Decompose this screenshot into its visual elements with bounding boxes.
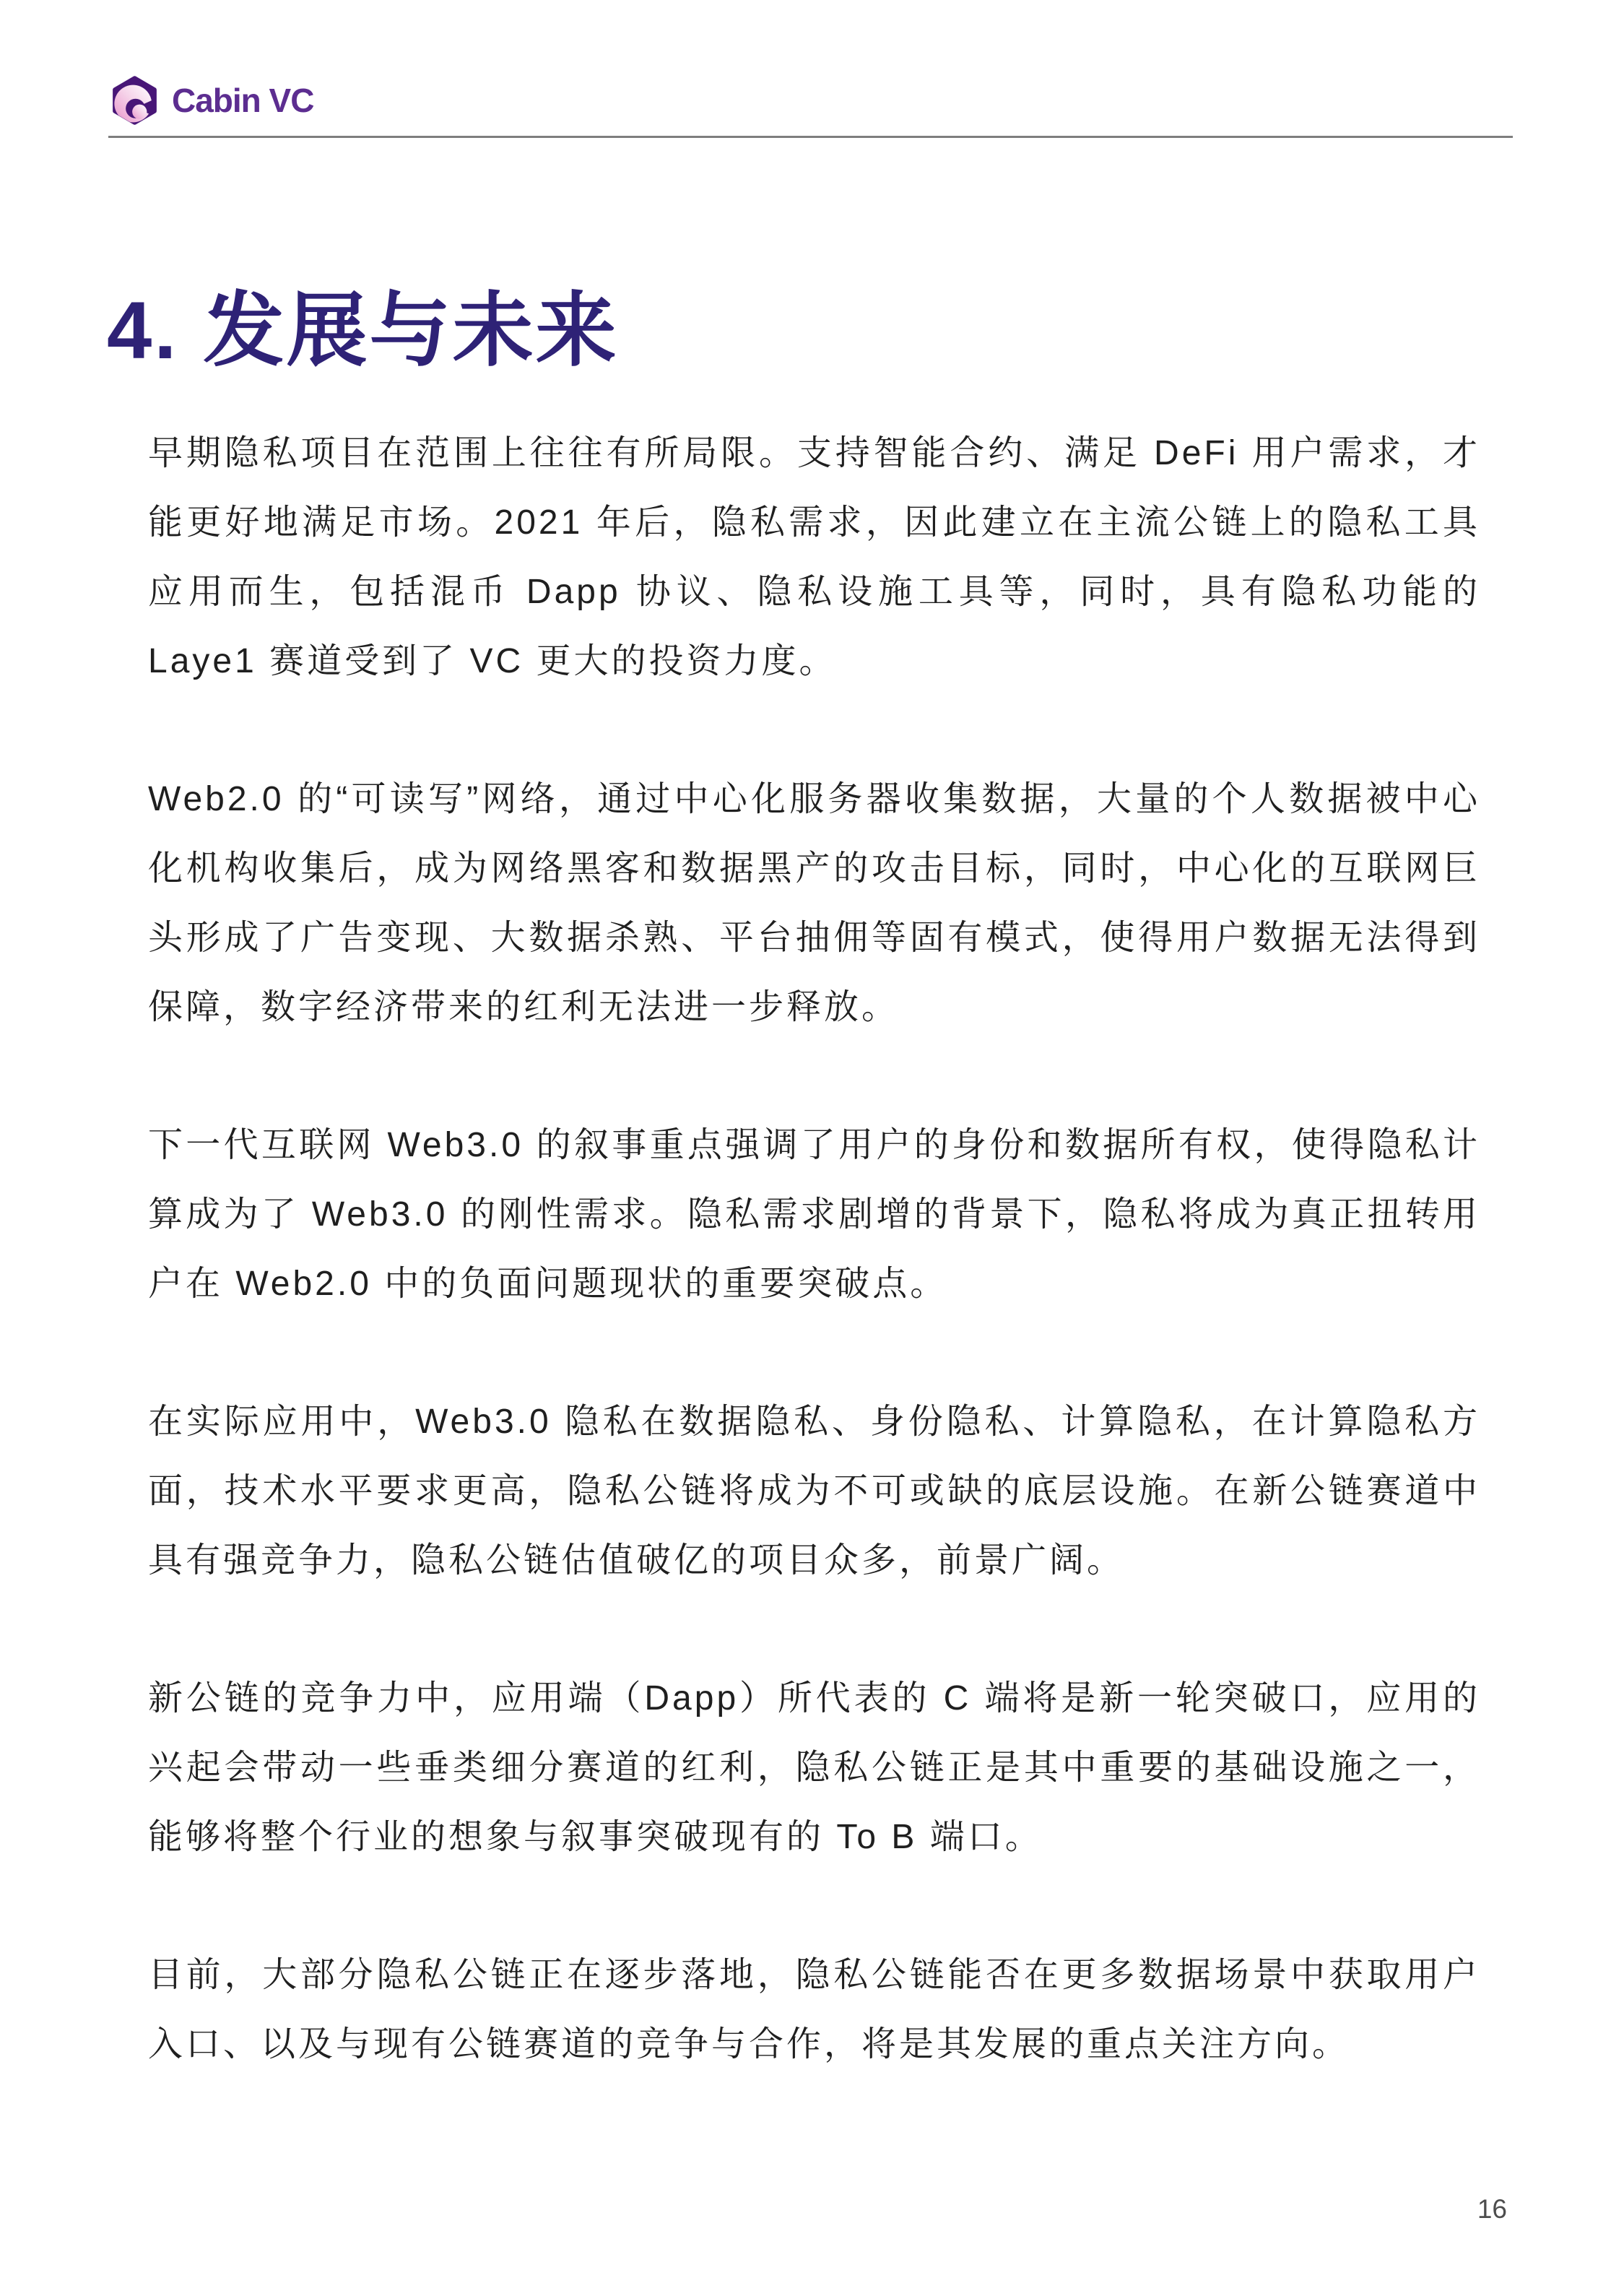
body-paragraph: 早期隐私项目在范围上往往有所局限。支持智能合约、满足 DeFi 用户需求，才能更好地满足市场。2021 年后，隐私需求，因此建立在主流公链上的隐私工具应用而生，包括混币 Dapp 协议、隐私设施工具等，同时，具有隐私功能的 Laye1 赛道受到了 VC 更大的投资力度。: [148, 434, 1480, 680]
cabin-vc-logo-text: Cabin VC: [172, 82, 314, 119]
body-paragraph: Web2.0 的“可读写”网络，通过中心化服务器收集数据，大量的个人数据被中心化机构收集后，成为网络黑客和数据黑产的攻击目标，同时，中心化的互联网巨头形成了广告变现、大数据杀熟、平台抽佣等固有模式，使得用户数据无法得到保障，数字经济带来的红利无法进一步释放。: [148, 780, 1480, 1026]
body-paragraph: 下一代互联网 Web3.0 的叙事重点强调了用户的身份和数据所有权，使得隐私计算成为了 Web3.0 的刚性需求。隐私需求剧增的背景下，隐私将成为真正扭转用户在 Web2.0 中的负面问题现状的重要突破点。: [148, 1126, 1480, 1303]
body-paragraph: 目前，大部分隐私公链正在逐步落地，隐私公链能否在更多数据场景中获取用户入口、以及与现有公链赛道的竞争与合作，将是其发展的重点关注方向。: [148, 1956, 1480, 2063]
page-title: 4. 发展与未来: [107, 285, 619, 376]
body-content: [148, 419, 1480, 2148]
cabin-vc-logo-icon: [108, 74, 161, 126]
header-divider: [108, 136, 1513, 138]
page-number: 16: [1477, 2194, 1507, 2224]
body-paragraph: 在实际应用中，Web3.0 隐私在数据隐私、身份隐私、计算隐私，在计算隐私方面，技术水平要求更高，隐私公链将成为不可或缺的底层设施。在新公链赛道中具有强竞争力，隐私公链估值破亿的项目众多，前景广阔。: [148, 1403, 1480, 1580]
body-paragraph: 新公链的竞争力中，应用端（Dapp）所代表的 C 端将是新一轮突破口，应用的兴起会带动一些垂类细分赛道的红利，隐私公链正是其中重要的基础设施之一，能够将整个行业的想象与叙事突破现有的 To B 端口。: [148, 1679, 1480, 1856]
header: [108, 74, 313, 126]
